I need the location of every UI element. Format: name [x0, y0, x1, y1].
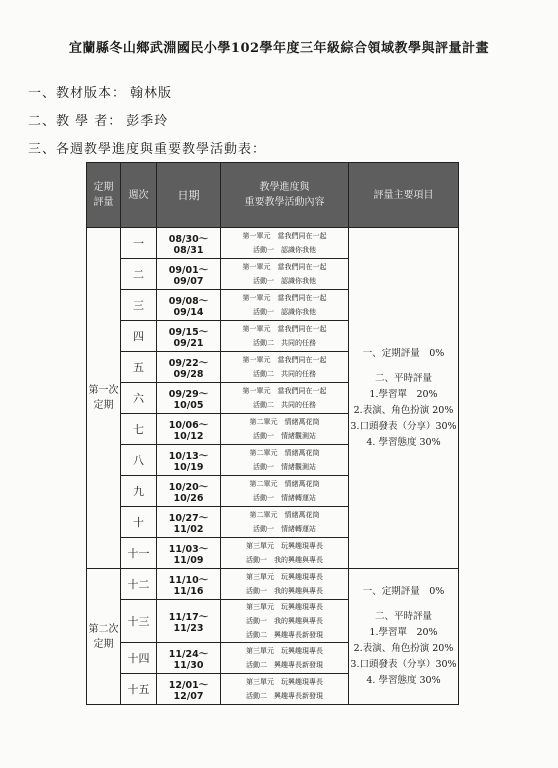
date-cell: 09/01～09/07 — [157, 259, 221, 290]
eval-item: 2.表演、角色扮演 20% — [353, 404, 454, 416]
unit-text: 第一單元 當我們同在一起 — [242, 387, 327, 395]
week-cell: 十 — [121, 507, 157, 538]
week-cell: 十二 — [121, 569, 157, 600]
document-title: 宜蘭縣冬山鄉武淵國民小學102學年度三年級綜合領域教學與評量計畫 — [68, 41, 490, 56]
week-cell: 七 — [121, 414, 157, 445]
activity-text: 活動二 興趣專長新發現 — [246, 692, 323, 700]
week-cell: 八 — [121, 445, 157, 476]
content-cell — [221, 600, 349, 643]
unit-text: 第一單元 當我們同在一起 — [242, 325, 327, 333]
week-cell: 九 — [121, 476, 157, 507]
date-cell: 11/03～11/09 — [157, 538, 221, 569]
activity-text: 活動一 情緒轉運站 — [253, 494, 316, 502]
content-cell — [221, 352, 349, 383]
header-content-line2: 重要教學活動內容 — [244, 197, 325, 208]
week-cell: 一 — [121, 228, 157, 259]
unit-text: 第三單元 玩興趣現專長 — [246, 647, 323, 655]
eval-regular: 二、平時評量 — [374, 611, 432, 622]
eval-item: 4. 學習態度 30% — [366, 436, 441, 448]
eval-item: 3.口頭發表（分享）30% — [350, 659, 457, 670]
week-cell: 十一 — [121, 538, 157, 569]
unit-text: 第三單元 玩興趣現專長 — [246, 542, 323, 550]
unit-text: 第一單元 當我們同在一起 — [242, 263, 327, 271]
unit-text: 第一單元 當我們同在一起 — [242, 356, 327, 364]
unit-text: 第一單元 當我們同在一起 — [242, 294, 327, 302]
period-label: 定期 — [93, 638, 114, 650]
content-cell — [221, 476, 349, 507]
eval-item: 1.學習單 20% — [369, 388, 438, 400]
header-content — [221, 163, 349, 228]
header-period-line1: 定期 — [93, 182, 114, 193]
content-cell — [221, 259, 349, 290]
week-cell: 六 — [121, 383, 157, 414]
content-cell — [221, 228, 349, 259]
date-cell: 11/10～11/16 — [157, 569, 221, 600]
date-cell: 08/30～08/31 — [157, 228, 221, 259]
schedule-heading — [28, 138, 270, 157]
activity-text: 活動一 我的興趣與專長 — [246, 556, 323, 564]
week-cell: 五 — [121, 352, 157, 383]
content-cell — [221, 507, 349, 538]
header-week: 週次 — [121, 163, 157, 228]
header-period — [87, 163, 121, 228]
content-cell — [221, 414, 349, 445]
content-cell — [221, 290, 349, 321]
period-label: 第二次 — [88, 623, 119, 635]
textbook-version — [28, 82, 172, 101]
header-date: 日期 — [157, 163, 221, 228]
period-cell-second — [87, 569, 121, 705]
activity-text: 活動一 情緒觀測站 — [253, 432, 316, 440]
activity-text: 活動一 我的興趣與專長 — [246, 587, 323, 595]
content-cell — [221, 383, 349, 414]
period-label: 定期 — [93, 400, 114, 411]
activity-text: 活動一 情緒觀測站 — [253, 463, 316, 471]
header-period-line2: 評量 — [93, 197, 114, 208]
period-label: 第一次 — [88, 385, 119, 396]
content-cell — [221, 643, 349, 674]
schedule-table — [86, 162, 459, 705]
activity-text: 活動一 認識你我他 — [253, 246, 316, 254]
date-cell: 11/17～11/23 — [157, 600, 221, 643]
date-cell: 09/22～09/28 — [157, 352, 221, 383]
section-label: 一、教材版本： — [28, 86, 127, 101]
unit-text: 第二單元 情緒萬花筒 — [249, 480, 320, 488]
week-cell: 二 — [121, 259, 157, 290]
eval-item: 2.表演、角色扮演 20% — [353, 643, 454, 654]
week-cell: 十四 — [121, 643, 157, 674]
unit-text: 第三單元 玩興趣現專長 — [246, 678, 323, 686]
date-cell: 11/24～11/30 — [157, 643, 221, 674]
section-value: 彭季玲 — [126, 114, 169, 129]
section-label: 二、教 學 者： — [28, 114, 123, 129]
content-cell — [221, 569, 349, 600]
period-cell-first — [87, 228, 121, 569]
date-cell: 09/15～09/21 — [157, 321, 221, 352]
activity-text: 活動二 興趣專長新發現 — [246, 631, 323, 639]
content-cell — [221, 674, 349, 705]
activity-text: 活動二 共同的任務 — [253, 339, 316, 347]
activity-text: 活動二 共同的任務 — [253, 370, 316, 378]
eval-item: 1.學習單 20% — [369, 627, 438, 638]
date-cell: 10/27～11/02 — [157, 507, 221, 538]
unit-text: 第三單元 玩興趣現專長 — [246, 603, 323, 611]
week-cell: 三 — [121, 290, 157, 321]
eval-item: 3.口頭發表（分享）30% — [350, 420, 457, 432]
unit-text: 第一單元 當我們同在一起 — [242, 232, 327, 240]
date-cell: 09/08～09/14 — [157, 290, 221, 321]
unit-text: 第三單元 玩興趣現專長 — [246, 573, 323, 581]
table-row — [87, 569, 459, 600]
activity-text: 活動二 興趣專長新發現 — [246, 661, 323, 669]
unit-text: 第二單元 情緒萬花筒 — [249, 449, 320, 457]
header-content-line1: 教學進度與 — [259, 182, 310, 193]
activity-text: 活動二 共同的任務 — [253, 401, 316, 409]
section-label: 三、各週教學進度與重要教學活動表： — [28, 142, 267, 157]
week-cell: 十五 — [121, 674, 157, 705]
activity-text: 活動一 認識你我他 — [253, 308, 316, 316]
activity-text: 活動一 情緒轉運站 — [253, 525, 316, 533]
evaluation-cell-second — [349, 569, 459, 705]
date-cell: 12/01～12/07 — [157, 674, 221, 705]
header-evaluation: 評量主要項目 — [349, 163, 459, 228]
date-cell: 09/29～10/05 — [157, 383, 221, 414]
eval-periodic: 一、定期評量 0% — [362, 586, 445, 597]
week-cell: 十三 — [121, 600, 157, 643]
activity-text: 活動一 認識你我他 — [253, 277, 316, 285]
content-cell — [221, 445, 349, 476]
eval-periodic: 一、定期評量 0% — [362, 347, 445, 359]
eval-regular: 二、平時評量 — [374, 372, 432, 384]
table-row — [87, 228, 459, 259]
week-cell: 四 — [121, 321, 157, 352]
table-header-row — [87, 163, 459, 228]
unit-text: 第二單元 情緒萬花筒 — [249, 511, 320, 519]
evaluation-cell-first — [349, 228, 459, 569]
unit-text: 第二單元 情緒萬花筒 — [249, 418, 320, 426]
date-cell: 10/20～10/26 — [157, 476, 221, 507]
date-cell: 10/06～10/12 — [157, 414, 221, 445]
teacher — [28, 110, 168, 129]
activity-text: 活動一 我的興趣與專長 — [246, 617, 323, 625]
eval-item: 4. 學習態度 30% — [366, 675, 441, 686]
content-cell — [221, 538, 349, 569]
date-cell: 10/13～10/19 — [157, 445, 221, 476]
content-cell — [221, 321, 349, 352]
section-value: 翰林版 — [130, 86, 173, 101]
